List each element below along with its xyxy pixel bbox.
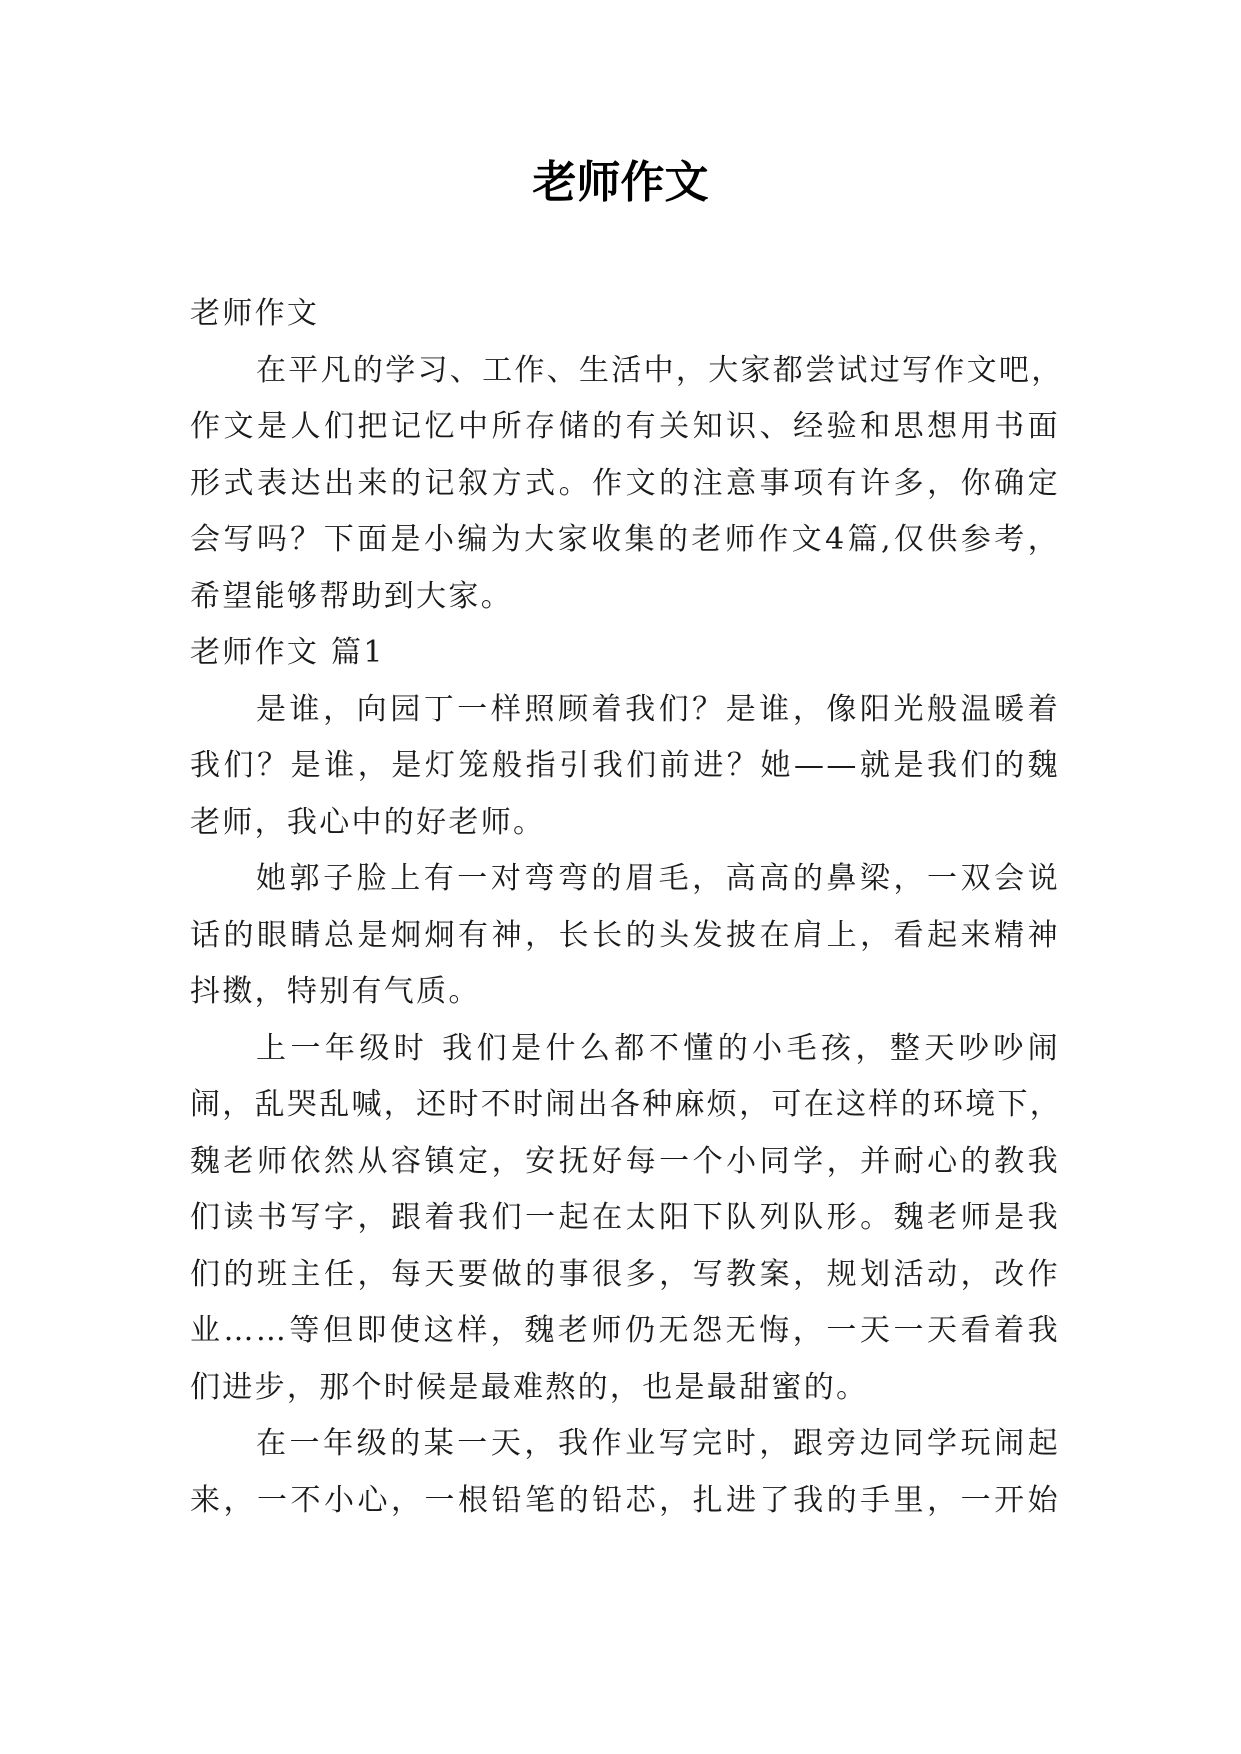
text-line: 在平凡的学习、工作、生活中，大家都尝试过写作文吧， [256, 352, 1064, 388]
text-line: 是谁，向园丁一样照顾着我们？是谁，像阳光般温暖着 [256, 691, 1060, 727]
text-line: 来，一不小心，一根铅笔的铅芯，扎进了我的手里，一开始 [190, 1482, 1060, 1518]
text-line: 会写吗？下面是小编为大家收集的老师作文4篇,仅供参考， [190, 522, 1060, 557]
text-line: 作文是人们把记忆中所存储的有关知识、经验和思想用书面 [190, 409, 1060, 444]
text-line: 老师，我心中的好老师。 [190, 804, 546, 840]
text-line: 我们？是谁，是灯笼般指引我们前进？她——就是我们的魏 [190, 748, 1060, 783]
text-line: 们进步，那个时候是最难熬的，也是最甜蜜的。 [190, 1369, 869, 1405]
text-line: 形式表达出来的记叙方式。作文的注意事项有许多，你确定 [190, 465, 1060, 501]
paragraph [190, 1416, 1060, 1529]
text-line: 上一年级时 我们是什么都不懂的小毛孩，整天吵吵闹 [256, 1030, 1060, 1066]
text-line: 话的眼睛总是炯炯有神，长长的头发披在肩上，看起来精神 [190, 917, 1060, 953]
paragraph [190, 851, 1060, 1021]
text-line: 抖擞，特别有气质。 [190, 974, 481, 1009]
intro-heading: 老师作文 [190, 296, 320, 331]
paragraph [190, 1021, 1063, 1417]
text-line: 希望能够帮助到大家。 [190, 578, 513, 614]
text-line: 她郭子脸上有一对弯弯的眉毛，高高的鼻梁，一双会说 [256, 861, 1060, 896]
section-heading: 老师作文 篇1 [190, 635, 385, 670]
intro-paragraph [190, 343, 1064, 626]
document-body [190, 286, 1064, 1529]
document-title: 老师作文 [532, 157, 709, 208]
text-line: 魏老师依然从容镇定，安抚好每一个小同学，并耐心的教我 [190, 1143, 1060, 1179]
text-line: 们的班主任，每天要做的事很多，写教案，规划活动，改作 [190, 1256, 1060, 1292]
text-line: 们读书写字，跟着我们一起在太阳下队列队形。魏老师是我 [190, 1200, 1060, 1235]
paragraph [190, 682, 1060, 852]
text-line: 在一年级的某一天，我作业写完时，跟旁边同学玩闹起 [256, 1426, 1060, 1461]
text-line: 闹，乱哭乱喊，还时不时闹出各种麻烦，可在这样的环境下， [190, 1087, 1063, 1122]
text-line: 业……等但即使这样，魏老师仍无怨无悔，一天一天看着我 [190, 1313, 1060, 1348]
